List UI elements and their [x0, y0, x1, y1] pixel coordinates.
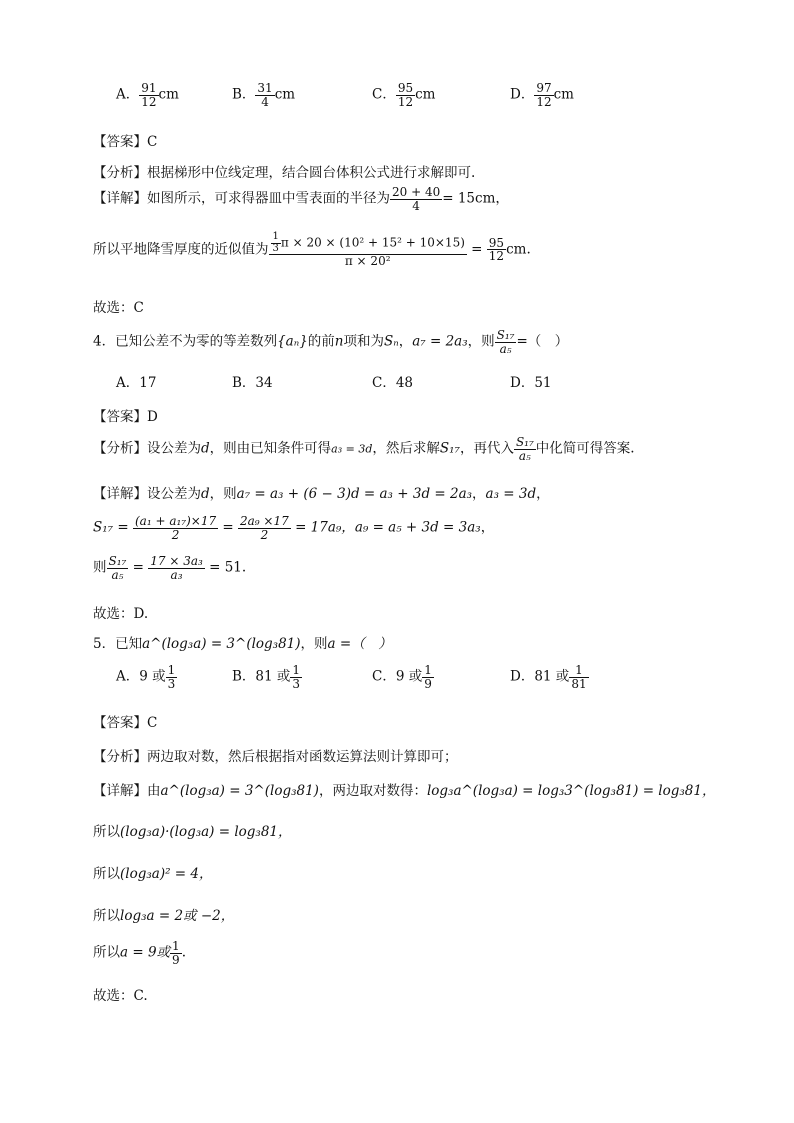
- q3-detail: 【详解】如图所示，可求得器皿中雪表面的半径为 $\frac{20 + 40}{4}$ = 15cm，: [93, 185, 509, 213]
- q5-analysis: 【分析】两边取对数，然后根据指对函数运算法则计算即可；: [93, 749, 458, 765]
- q4-option-b: B．34: [232, 375, 273, 391]
- q5-option-a-fraction: $\frac{1}{3}$: [167, 663, 176, 691]
- q5-option-c-fraction: $\frac{1}{9}$: [424, 663, 432, 691]
- q3-option-b-fraction: $\frac{31}{4}$: [257, 81, 273, 109]
- q4-s17-fraction-1: $\frac{\text{(a₁ + a₁₇)×17}}{2}$: [134, 514, 217, 542]
- q5-option-d: D．81 或 $\frac{1}{81}$: [510, 663, 587, 691]
- q3-thickness-fraction: $\frac{1}{3}$ π × 20 × (10² + 15² + 10×15) π × 20²: [269, 232, 467, 268]
- q4-analysis: 【分析】设公差为d，则由已知条件可得a₃ = 3d，然后求解S₁₇，再代入 $\frac{\text{S₁₇}}{\text{a₅}}$ 中化简可得答案.: [93, 435, 635, 463]
- q3-detail-fraction: $\frac{20 + 40}{4}$: [392, 185, 441, 213]
- q3-conclusion: 故选：C: [93, 300, 144, 316]
- q3-option-a-fraction: $\frac{91}{12}$: [141, 81, 157, 109]
- q5-option-b-fraction: $\frac{1}{3}$: [292, 663, 301, 691]
- q5-option-b: B．81 或 $\frac{1}{3}$: [232, 663, 301, 691]
- q5-step-4: 所以a = 9或 $\frac{1}{9}$ .: [93, 939, 186, 967]
- q5-stem: 5．已知a^(log₃a) = 3^(log₃81)，则a =（ ）: [93, 636, 392, 652]
- q3-option-a: A． $\frac{91}{12}$ cm: [116, 81, 179, 109]
- q3-option-c: C． $\frac{95}{12}$ cm: [372, 81, 436, 109]
- q4-option-c: C．48: [372, 375, 414, 391]
- q5-step-4-fraction: $\frac{1}{9}$: [172, 939, 180, 967]
- q4-stem: 4．已知公差不为零的等差数列{aₙ}的前n项和为Sₙ，a₇ = 2a₃，则 $\frac{\text{S₁₇}}{\text{a₅}}$ =（ ）: [93, 328, 569, 356]
- q4-final-fraction-2: $\frac{\text{17 × 3a₃}}{\text{a₃}}$: [150, 554, 203, 582]
- q4-final-fraction-1: $\frac{\text{S₁₇}}{\text{a₅}}$: [108, 554, 127, 582]
- q5-option-c: C．9 或 $\frac{1}{9}$: [372, 663, 432, 691]
- q3-option-d: D． $\frac{97}{12}$ cm: [510, 81, 574, 109]
- q3-option-d-fraction: $\frac{97}{12}$: [536, 81, 552, 109]
- one-third-fraction: $\frac{1}{3}$: [272, 231, 279, 254]
- q4-s17-line: S₁₇ = $\frac{\text{(a₁ + a₁₇)×17}}{2}$ = $\frac{\text{2a₉ ×17}}{2}$ = 17a₉，a₉ = a₅ + 3d = 3a₃，: [93, 514, 495, 542]
- q5-step-2: 所以(log₃a)² = 4，: [93, 866, 213, 882]
- q3-result-fraction: $\frac{95}{12}$: [488, 235, 505, 264]
- q3-thickness-line: 所以平地降雪厚度的近似值为 $\frac{1}{3}$ π × 20 × (10² + 15² + 10×15) π × 20² = $\frac{95}{12}$ cm.: [93, 231, 531, 268]
- q4-option-d: D．51: [510, 375, 552, 391]
- q3-option-b: B． $\frac{31}{4}$ cm: [232, 81, 296, 109]
- q5-option-d-fraction: $\frac{1}{81}$: [571, 663, 587, 691]
- q4-option-a: A．17: [116, 375, 157, 391]
- q5-answer: 【答案】C: [93, 715, 158, 731]
- q5-step-3: 所以log₃a = 2或 −2，: [93, 908, 235, 924]
- q5-option-a: A．9 或 $\frac{1}{3}$: [116, 663, 176, 691]
- q3-analysis: 【分析】根据梯形中位线定理，结合圆台体积公式进行求解即可.: [93, 165, 476, 181]
- q5-detail: 【详解】由a^(log₃a) = 3^(log₃81)，两边取对数得：log₃a^(log₃a) = log₃3^(log₃81) = log₃81，: [93, 783, 716, 799]
- q4-detail: 【详解】设公差为d，则a₇ = a₃ + (6 − 3)d = a₃ + 3d = 2a₃，a₃ = 3d，: [93, 486, 550, 502]
- q4-stem-fraction: $\frac{\text{S₁₇}}{\text{a₅}}$: [496, 328, 515, 356]
- q5-step-1: 所以(log₃a)·(log₃a) = log₃81，: [93, 824, 292, 840]
- q4-s17-fraction-2: $\frac{\text{2a₉ ×17}}{2}$: [240, 514, 289, 542]
- q4-answer: 【答案】D: [93, 409, 158, 425]
- q3-answer: 【答案】C: [93, 134, 158, 150]
- q4-analysis-fraction: $\frac{\text{S₁₇}}{\text{a₅}}$: [515, 435, 534, 463]
- q5-conclusion: 故选：C.: [93, 988, 148, 1004]
- q4-final-line: 则 $\frac{\text{S₁₇}}{\text{a₅}}$ = $\frac{\text{17 × 3a₃}}{\text{a₃}}$ = 51.: [93, 554, 247, 582]
- q4-conclusion: 故选：D.: [93, 606, 149, 622]
- q3-option-c-fraction: $\frac{95}{12}$: [397, 81, 414, 109]
